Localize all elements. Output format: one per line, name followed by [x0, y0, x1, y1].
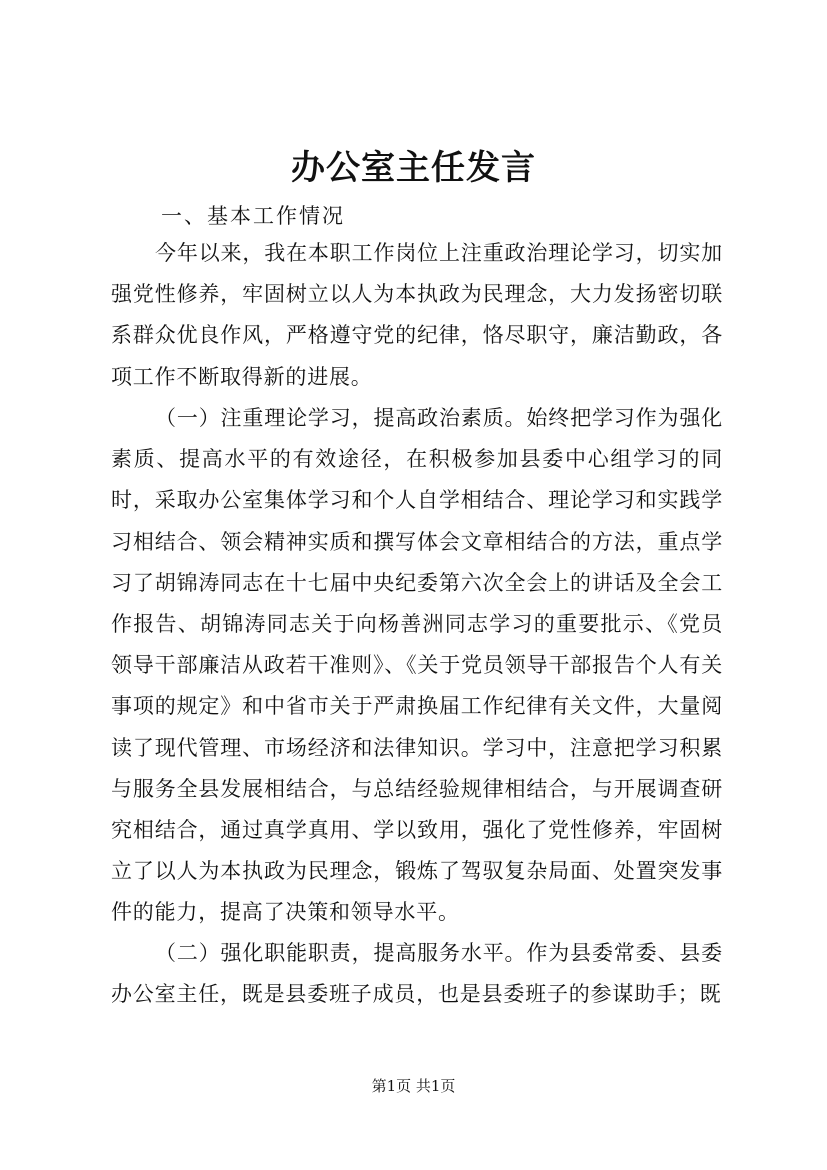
paragraph-2 [111, 398, 723, 934]
paragraph-text: 今年以来，我在本职工作岗位上注重政治理论学习，切实加强党性修养，牢固树立以人为本执政为民理念，大力发扬密切联系群众优良作风，严格遵守党的纪律，恪尽职守，廉洁勤政，各项工作不断取得新的进展。 [111, 241, 723, 389]
paragraph-1 [111, 233, 723, 398]
section-heading: 一、基本工作情况 [161, 204, 345, 228]
page-footer: 第1页 共1页 [371, 1077, 456, 1095]
paragraph-text: （二）强化职能职责，提高服务水平。作为县委常委、县委办公室主任，既是县委班子成员，也是县委班子的参谋助手；既 [111, 941, 723, 1007]
paragraph-text: （一）注重理论学习，提高政治素质。始终把学习作为强化素质、提高水平的有效途径，在积极参加县委中心组学习的同时，采取办公室集体学习和个人自学相结合、理论学习和实践学习相结合、领会精神实质和撰写体会文章相结合的方法，重点学习了胡锦涛同志在十七届中央纪委第六次全会上的讲话及全会工作报告、胡锦涛同志关于向杨善洲同志学习的重要批示、《党员领导干部廉洁从政若干准则》、《关于党员领导干部报告个人有关事项的规定》和中省市关于严肃换届工作纪律有关文件，大量阅读了现代管理、市场经济和法律知识。学习中，注意把学习积累与服务全县发展相结合，与总结经验规律相结合，与开展调查研究相结合，通过真学真用、学以致用，强化了党性修养，牢固树立了以人为本执政为民理念，锻炼了驾驭复杂局面、处置突发事件的能力，提高了决策和领导水平。 [111, 406, 723, 925]
paragraph-3 [111, 933, 723, 1015]
document-title: 办公室主任发言 [291, 148, 536, 188]
